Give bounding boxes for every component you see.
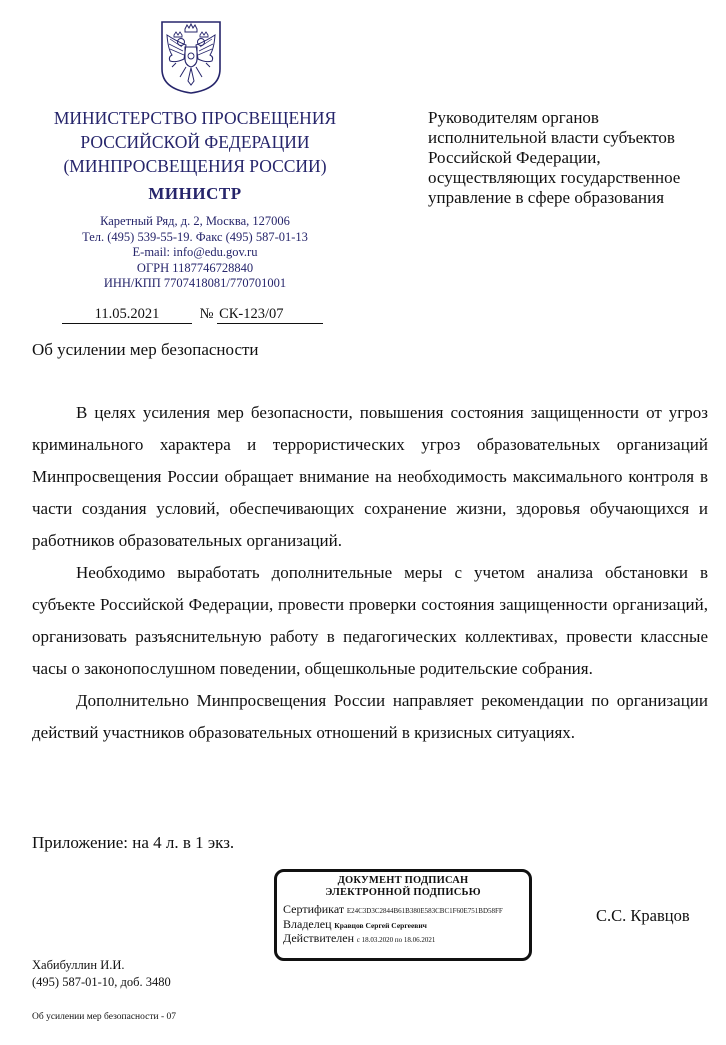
signer-name: С.С. Кравцов [596, 906, 690, 925]
body-paragraph: В целях усиления мер безопасности, повышения состояния защищенности от угроз криминального характера и террористических угроз образовательных организаций Минпросвещения России обращает внимание на необходимость максимального контроля в части создания условий, обеспечивающих сохранение жизни, здоровья обучающихся и работников образовательных организаций. [32, 403, 708, 550]
electronic-signature-stamp [274, 869, 532, 961]
ministry-name [30, 106, 360, 178]
certificate-value: E24C3D3C2844B61B380E583CBC1F60E751BD58FF [346, 907, 503, 915]
stamp-title-line: ЭЛЕКТРОННОЙ ПОДПИСЬЮ [325, 886, 481, 898]
contact-address: Каретный Ряд, д. 2, Москва, 127006 [100, 214, 290, 228]
contact-email: E-mail: info@edu.gov.ru [132, 245, 258, 259]
valid-label: Действителен [283, 931, 355, 945]
addressee-line: Российской Федерации, [428, 148, 601, 167]
stamp-title [277, 875, 529, 898]
registration-line [62, 306, 323, 324]
executor-name: Хабибуллин И.И. [32, 958, 125, 972]
page-footer: Об усилении мер безопасности - 07 [32, 1012, 176, 1022]
ministry-contacts [30, 214, 360, 292]
executor-phone: (495) 587-01-10, доб. 3480 [32, 975, 171, 989]
ministry-name-line: РОССИЙСКОЙ ФЕДЕРАЦИИ [80, 132, 310, 152]
body-paragraph: Дополнительно Минпросвещения России направляет рекомендации по организации действий участников образовательных отношений в кризисных ситуациях. [32, 691, 708, 742]
stamp-certificate [283, 903, 529, 918]
number-sign: № [199, 306, 214, 322]
contact-ogrn: ОГРН 1187746728840 [136, 260, 254, 275]
owner-value: Кравцов Сергей Сергеевич [334, 921, 427, 930]
addressee-line: управление в сфере образования [428, 188, 665, 207]
document-number: СК-123/07 [217, 306, 323, 324]
valid-value: с 18.03.2020 по 18.06.2021 [356, 936, 436, 944]
certificate-label: Сертификат [283, 902, 345, 916]
owner-label: Владелец [283, 917, 332, 931]
document-subject: Об усилении мер безопасности [32, 340, 259, 359]
stamp-validity [283, 932, 529, 947]
document-date: 11.05.2021 [62, 306, 192, 324]
ministry-name-line: МИНИСТЕРСТВО ПРОСВЕЩЕНИЯ [53, 108, 337, 128]
russian-coat-of-arms-icon [158, 19, 224, 95]
body-paragraph: Необходимо выработать дополнительные меры с учетом анализа обстановки в субъекте Российской Федерации, провести проверки состояния защищенности организаций, организовать разъяснительную работу в педагогических коллективах, провести классные часы о законопослушном поведении, общешкольные родительские собрания. [32, 563, 708, 678]
addressee-line: Руководителям органов [428, 108, 599, 127]
letter-body [32, 397, 708, 749]
contact-phone: Тел. (495) 539-55-19. Факс (495) 587-01-13 [82, 229, 308, 244]
addressee-line: исполнительной власти субъектов [428, 128, 675, 147]
annex-note: Приложение: на 4 л. в 1 экз. [32, 833, 235, 852]
stamp-owner [283, 918, 529, 932]
official-title: МИНИСТР [148, 184, 242, 203]
contact-inn: ИНН/КПП 7707418081/770701001 [103, 276, 287, 290]
executor-info [32, 957, 171, 991]
addressee [428, 108, 718, 208]
ministry-name-line: (МИНПРОСВЕЩЕНИЯ РОССИИ) [63, 156, 327, 176]
stamp-title-line: ДОКУМЕНТ ПОДПИСАН [337, 875, 469, 886]
addressee-line: осуществляющих государственное [428, 168, 681, 187]
